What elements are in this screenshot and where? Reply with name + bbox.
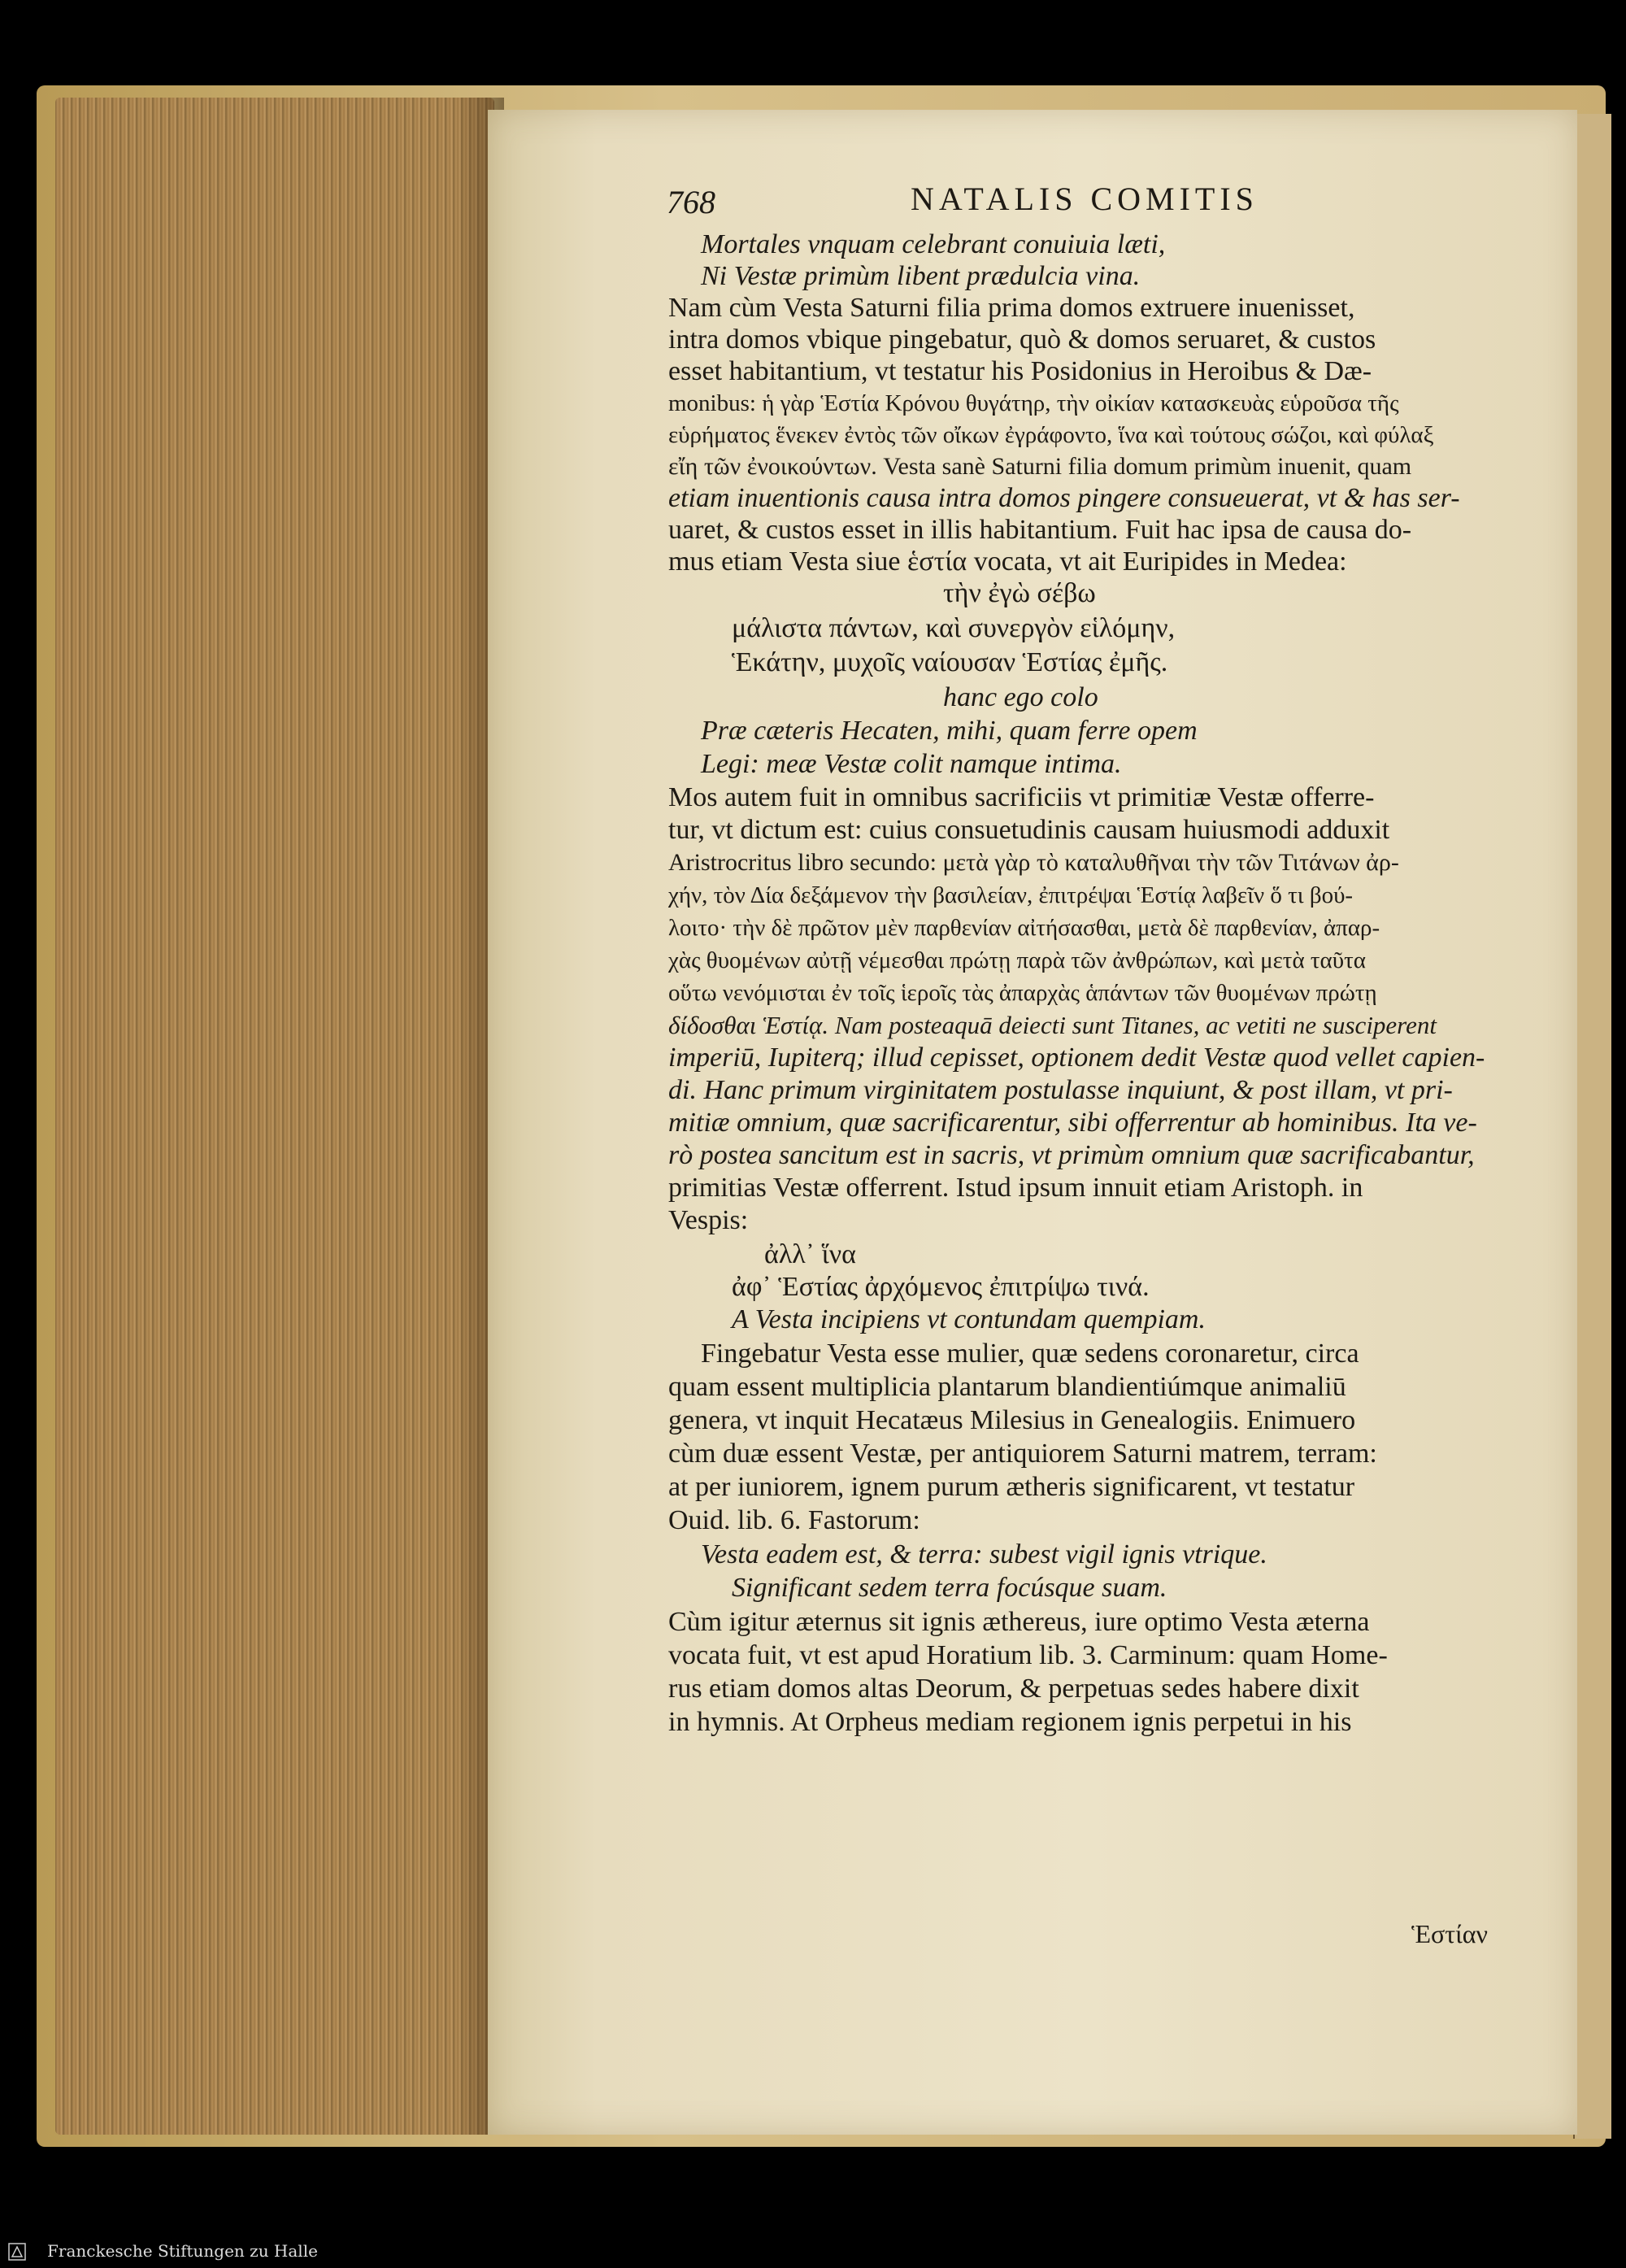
running-head: NATALIS COMITIS [911, 181, 1259, 217]
text-line: rus etiam domos altas Deorum, & perpetuas sedes habere dixit [668, 1674, 1359, 1704]
text-line: rò postea sancitum est in sacris, vt primùm omnium quæ sacrificabantur, [668, 1140, 1475, 1170]
text-line: at per iuniorem, ignem purum ætheris significarent, vt testatur [668, 1472, 1355, 1502]
text-line: Significant sedem terra focúsque suam. [732, 1573, 1167, 1603]
text-line: hanc ego colo [943, 682, 1098, 712]
text-line: Vespis: [668, 1205, 749, 1235]
page-fore-edge [55, 98, 494, 2135]
text-line: vocata fuit, vt est apud Horatium lib. 3. Carminum: quam Home- [668, 1640, 1388, 1670]
text-line: Mos autem fuit in omnibus sacrificiis vt primitiæ Vestæ offerre- [668, 782, 1375, 812]
text-line: δίδοσθαι Ἑστίᾳ. Nam posteaquā deiecti sunt Titanes, ac vetiti ne susciperent [668, 1011, 1437, 1039]
text-line: cùm duæ essent Vestæ, per antiquiorem Saturni matrem, terram: [668, 1439, 1377, 1469]
text-line: λοιτο· τὴν δὲ πρῶτον μὲν παρθενίαν αἰτήσασθαι, μετὰ δὲ παρθενίαν, ἀπαρ- [668, 915, 1380, 941]
text-line: monibus: ἡ γὰρ Ἑστία Κρόνου θυγάτηρ, τὴν οἰκίαν κατασκευὰς εὑροῦσα τῆς [668, 390, 1399, 416]
text-line: Fingebatur Vesta esse mulier, quæ sedens coronaretur, circa [701, 1339, 1359, 1369]
text-line: χὰς θυομένων αὐτῇ νέμεσθαι πρώτῃ παρὰ τῶν ἀνθρώπων, καὶ μετὰ ταῦτα [668, 947, 1366, 973]
text-line: Mortales vnquam celebrant conuiuia læti, [701, 229, 1166, 259]
footer-bar [0, 2235, 1626, 2268]
text-line: genera, vt inquit Hecatæus Milesius in Genealogiis. Enimuero [668, 1405, 1356, 1435]
text-line: etiam inuentionis causa intra domos pingere consueuerat, vt & has ser- [668, 483, 1460, 513]
text-line: imperiū, Iupiterq; illud cepisset, optionem dedit Vestæ quod vellet capien- [668, 1043, 1485, 1073]
text-line: Ni Vestæ primùm libent prædulcia vina. [701, 261, 1141, 291]
text-line: A Vesta incipiens vt contundam quempiam. [732, 1304, 1206, 1334]
text-line: ἀφ᾽ Ἑστίας ἀρχόμενος ἐπιτρίψω τινά. [732, 1272, 1150, 1302]
text-line: esset habitantium, vt testatur his Posidonius in Heroibus & Dæ- [668, 356, 1372, 386]
text-line: Ἑκάτην, μυχοῖς ναίουσαν Ἑστίας ἐμῆς. [732, 647, 1168, 677]
text-line: primitias Vestæ offerrent. Istud ipsum innuit etiam Aristoph. in [668, 1173, 1363, 1203]
text-line: Præ cæteris Hecaten, mihi, quam ferre opem [701, 716, 1198, 746]
text-line: Ouid. lib. 6. Fastorum: [668, 1505, 920, 1535]
text-line: di. Hanc primum virginitatem postulasse inquiunt, & post illam, vt pri- [668, 1075, 1453, 1105]
institution-name: Franckesche Stiftungen zu Halle [47, 2241, 318, 2261]
text-line: Nam cùm Vesta Saturni filia prima domos extruere inuenisset, [668, 293, 1355, 323]
text-line: μάλιστα πάντων, καὶ συνεργὸν εἱλόμην, [732, 613, 1176, 643]
text-line: Vesta eadem est, & terra: subest vigil ignis vtrique. [701, 1539, 1267, 1569]
text-line: τὴν ἐγὼ σέβω [943, 578, 1096, 608]
text-line: quam essent multiplicia plantarum blandientiúmque animaliū [668, 1372, 1346, 1402]
catchword: Ἑστίαν [1411, 1919, 1488, 1948]
institution-logo-icon [5, 2240, 29, 2264]
text-line: ἀλλ᾽ ἵνα [764, 1239, 856, 1269]
text-line: Legi: meæ Vestæ colit namque intima. [701, 749, 1122, 779]
text-line: Cùm igitur æternus sit ignis æthereus, iure optimo Vesta æterna [668, 1607, 1370, 1637]
page-number: 768 [667, 184, 715, 220]
text-line: Aristrocritus libro secundo: μετὰ γὰρ τὸ καταλυθῆναι τὴν τῶν Τιτάνων ἀρ- [668, 849, 1399, 876]
text-line: οὕτω νενόμισται ἐν τοῖς ἱεροῖς τὰς ἀπαρχὰς ἁπάντων τῶν θυομένων πρώτῃ [668, 980, 1377, 1006]
text-line: tur, vt dictum est: cuius consuetudinis causam huiusmodi adduxit [668, 815, 1390, 845]
text-line: εὑρήματος ἕνεκεν ἐντὸς τῶν οἴκων ἐγράφοντο, ἵνα καὶ τούτους σώζοι, καὶ φύλαξ [668, 422, 1434, 448]
facing-page-edge [1573, 114, 1611, 2139]
text-line: intra domos vbique pingebatur, quò & domos seruaret, & custos [668, 324, 1376, 355]
text-line: mus etiam Vesta siue ἑστία vocata, vt ait Euripides in Medea: [668, 546, 1347, 577]
text-line: χήν, τὸν Δία δεξάμενον τὴν βασιλείαν, ἐπιτρέψαι Ἑστίᾳ λαβεῖν ὅ τι βού- [668, 882, 1354, 908]
text-line: uaret, & custos esset in illis habitantium. Fuit hac ipsa de causa do- [668, 515, 1412, 545]
text-line: εἴη τῶν ἐνοικούντων. Vesta sanè Saturni filia domum primùm inuenit, quam [668, 453, 1412, 480]
text-line: mitiæ omnium, quæ sacrificarentur, sibi offerrentur ab hominibus. Ita ve- [668, 1108, 1477, 1138]
book-page [488, 110, 1577, 2135]
text-line: in hymnis. At Orpheus mediam regionem ignis perpetui in his [668, 1707, 1352, 1737]
